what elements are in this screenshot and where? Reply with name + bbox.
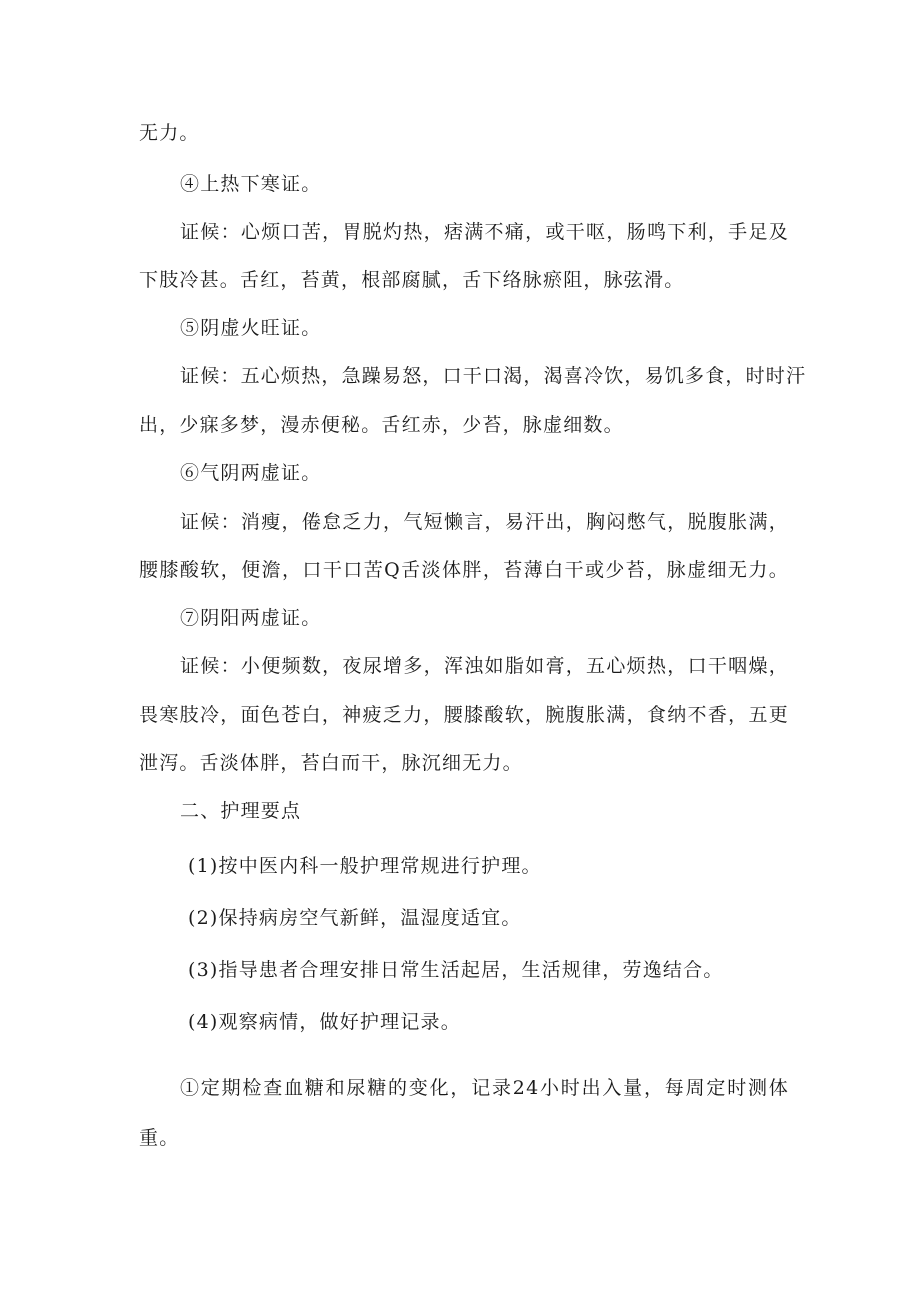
- text-line-4: 下肢冷甚。舌红，苔黄，根部腐腻，舌下络脉瘀阻，脉弦滑。: [139, 269, 685, 291]
- list-item-3: (3)指导患者合理安排日常生活起居，生活规律，劳逸结合。: [188, 959, 724, 981]
- text-line-20: ①定期检查血糖和尿糖的变化，记录24小时出入量，每周定时测体: [180, 1077, 789, 1099]
- text-line-9: 证候：消瘦，倦怠乏力，气短懒言，易汗出，胸闷憋气，脱腹胀满，: [180, 511, 789, 533]
- list-item-4: (4)观察病情，做好护理记录。: [188, 1011, 461, 1033]
- section-heading-nursing-points: 二、护理要点: [180, 800, 302, 822]
- text-line-21: 重。: [139, 1127, 180, 1149]
- text-line-12: 证候：小便频数，夜尿增多，浑浊如脂如膏，五心烦热，口干咽燥，: [180, 655, 789, 677]
- section-heading-yinxu-huowang: ⑤阴虚火旺证。: [180, 317, 322, 339]
- text-line-10: 腰膝酸软，便澹，口干口苦Q舌淡体胖，苔薄白干或少苔，脉虚细无力。: [139, 559, 789, 581]
- list-item-1: (1)按中医内科一般护理常规进行护理。: [188, 855, 542, 877]
- text-line-1: 无力。: [139, 122, 200, 144]
- text-line-3: 证候：心烦口苦，胃脱灼热，痞满不痛，或干呕，肠鸣下利，手足及: [180, 221, 789, 243]
- text-line-14: 泄泻。舌淡体胖，苔白而干，脉沉细无力。: [139, 752, 523, 774]
- text-line-6: 证候：五心烦热，急躁易怒，口干口渴，渴喜冷饮，易饥多食，时时汗: [180, 365, 807, 387]
- section-heading-shangre-xiahan: ④上热下寒证。: [180, 173, 322, 195]
- text-line-7: 出，少寐多梦，漫赤便秘。舌红赤，少苔，脉虚细数。: [139, 414, 624, 436]
- section-heading-yinyang-liangxu: ⑦阴阳两虚证。: [180, 607, 322, 629]
- section-heading-qiyin-liangxu: ⑥气阴两虚证。: [180, 462, 322, 484]
- text-line-13: 畏寒肢冷，面色苍白，神疲乏力，腰膝酸软，腕腹胀满，食纳不香，五更: [139, 704, 789, 726]
- list-item-2: (2)保持病房空气新鲜，温湿度适宜。: [188, 907, 522, 929]
